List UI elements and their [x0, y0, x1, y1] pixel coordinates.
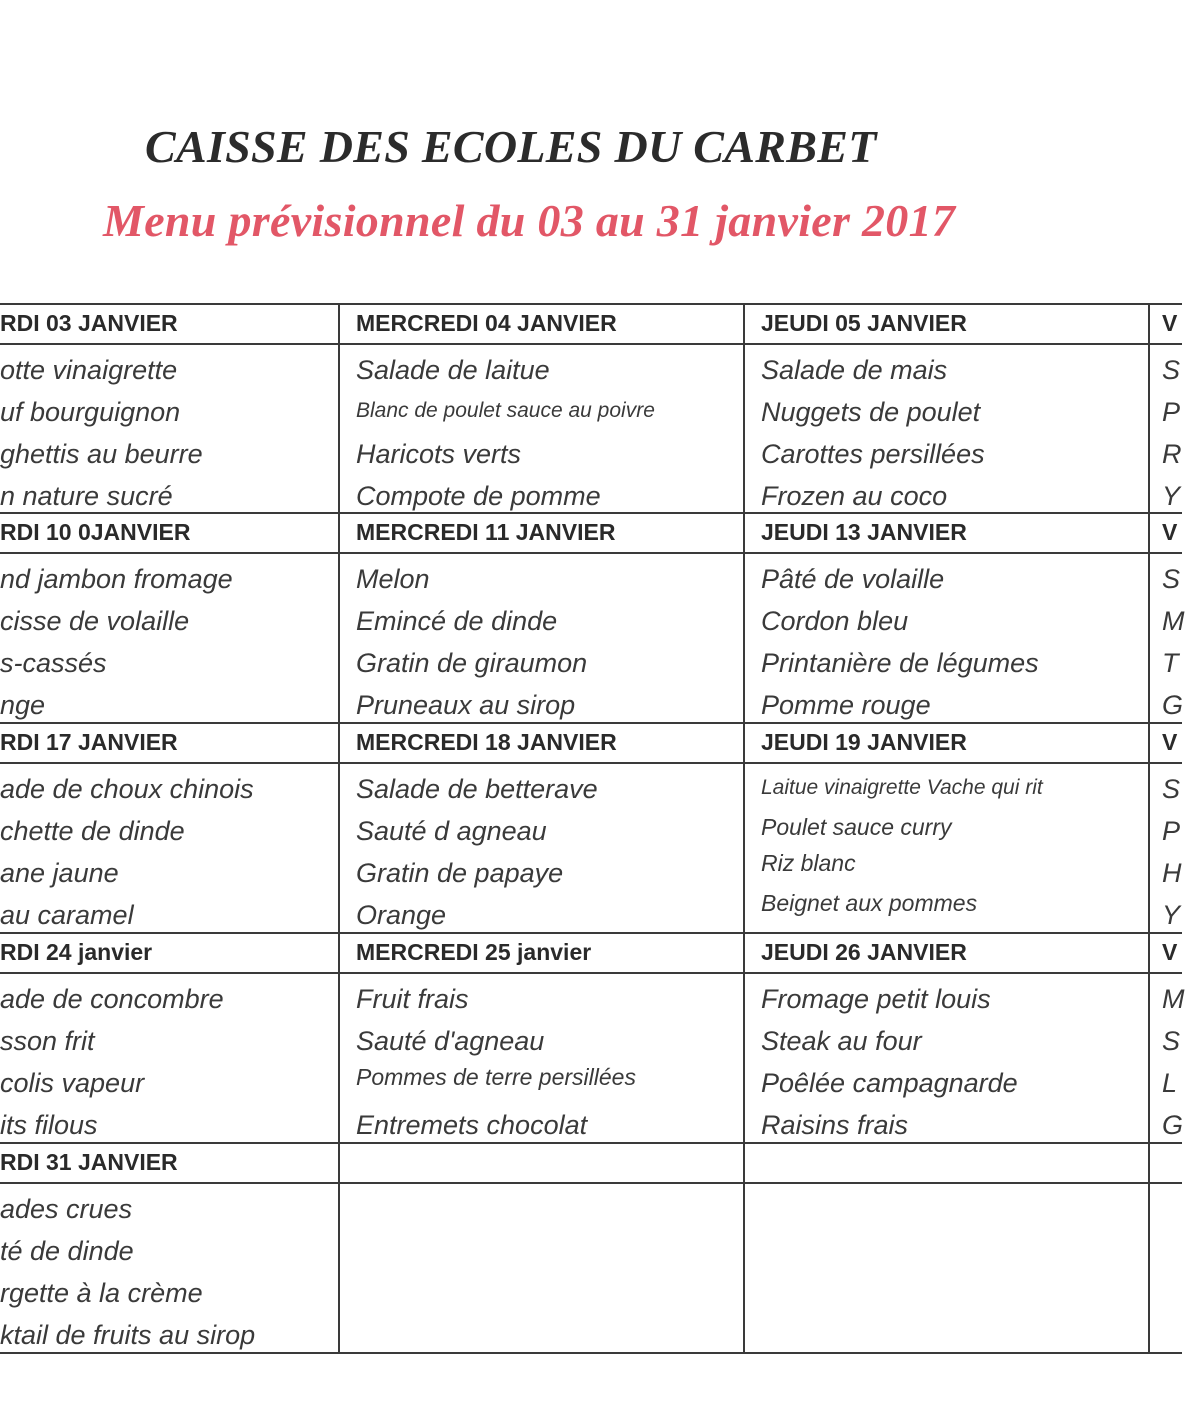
- header-divider: [0, 343, 1182, 345]
- menu-item: M: [1162, 984, 1185, 1014]
- menu-item: Entremets chocolat: [356, 1110, 588, 1140]
- column-divider: [338, 303, 340, 1354]
- menu-item: Compote de pomme: [356, 481, 601, 511]
- menu-item: Printanière de légumes: [761, 648, 1039, 678]
- row-divider: [0, 303, 1182, 305]
- menu-item: Orange: [356, 900, 447, 930]
- day-header: V: [1162, 939, 1178, 965]
- menu-item: n nature sucré: [0, 481, 173, 511]
- row-divider: [0, 1352, 1182, 1354]
- menu-item: rgette à la crème: [0, 1278, 203, 1308]
- menu-item: H: [1162, 858, 1182, 888]
- header-divider: [0, 552, 1182, 554]
- menu-item: ane jaune: [0, 858, 119, 888]
- menu-item: ades crues: [0, 1194, 133, 1224]
- menu-item: Emincé de dinde: [356, 606, 558, 636]
- row-divider: [0, 932, 1182, 934]
- menu-item: G: [1162, 1110, 1184, 1140]
- day-header: MERCREDI 04 JANVIER: [356, 310, 617, 336]
- menu-item: Pomme rouge: [761, 690, 931, 720]
- menu-item: otte vinaigrette: [0, 355, 178, 385]
- menu-item: Pommes de terre persillées: [356, 1064, 636, 1090]
- menu-item: S: [1162, 1026, 1181, 1056]
- menu-item: Blanc de poulet sauce au poivre: [356, 399, 655, 422]
- menu-item: ktail de fruits au sirop: [0, 1320, 256, 1350]
- column-divider: [1148, 303, 1150, 1354]
- menu-item: Riz blanc: [761, 850, 856, 876]
- menu-item: Gratin de giraumon: [356, 648, 588, 678]
- menu-item: Haricots verts: [356, 439, 522, 469]
- day-header: RDI 03 JANVIER: [0, 310, 178, 336]
- menu-item: S: [1162, 355, 1181, 385]
- menu-item: T: [1162, 648, 1179, 678]
- page-subtitle: Menu prévisionnel du 03 au 31 janvier 2017: [103, 195, 956, 246]
- menu-item: Gratin de papaye: [356, 858, 564, 888]
- menu-item: Frozen au coco: [761, 481, 948, 511]
- menu-item: nd jambon fromage: [0, 564, 233, 594]
- menu-item: Laitue vinaigrette Vache qui rit: [761, 776, 1043, 799]
- menu-item: chette de dinde: [0, 816, 185, 846]
- day-header: JEUDI 19 JANVIER: [761, 729, 967, 755]
- menu-item: ade de concombre: [0, 984, 224, 1014]
- menu-item: Fruit frais: [356, 984, 469, 1014]
- menu-item: nge: [0, 690, 46, 720]
- menu-item: s-cassés: [0, 648, 107, 678]
- column-divider: [743, 303, 745, 1354]
- menu-item: sson frit: [0, 1026, 95, 1056]
- row-divider: [0, 722, 1182, 724]
- day-header: V: [1162, 729, 1178, 755]
- menu-item: té de dinde: [0, 1236, 134, 1266]
- day-header: MERCREDI 18 JANVIER: [356, 729, 617, 755]
- day-header: RDI 31 JANVIER: [0, 1149, 178, 1175]
- row-divider: [0, 512, 1182, 514]
- menu-item: S: [1162, 564, 1181, 594]
- menu-item: Poêlée campagnarde: [761, 1068, 1018, 1098]
- menu-item: ghettis au beurre: [0, 439, 203, 469]
- menu-item: ade de choux chinois: [0, 774, 254, 804]
- menu-item: Carottes persillées: [761, 439, 985, 469]
- menu-item: Pâté de volaille: [761, 564, 945, 594]
- row-divider: [0, 1142, 1182, 1144]
- day-header: RDI 24 janvier: [0, 939, 153, 965]
- menu-item: G: [1162, 690, 1184, 720]
- menu-item: Sauté d'agneau: [356, 1026, 545, 1056]
- menu-item: Nuggets de poulet: [761, 397, 981, 427]
- menu-item: Fromage petit louis: [761, 984, 991, 1014]
- menu-item: Cordon bleu: [761, 606, 909, 636]
- day-header: MERCREDI 25 janvier: [356, 939, 592, 965]
- menu-item: Beignet aux pommes: [761, 890, 978, 916]
- menu-item: Steak au four: [761, 1026, 922, 1056]
- day-header: V: [1162, 519, 1178, 545]
- day-header: JEUDI 26 JANVIER: [761, 939, 967, 965]
- menu-item: cisse de volaille: [0, 606, 190, 636]
- day-header: V: [1162, 310, 1178, 336]
- menu-item: Salade de mais: [761, 355, 948, 385]
- menu-item: colis vapeur: [0, 1068, 145, 1098]
- menu-item: uf bourguignon: [0, 397, 181, 427]
- menu-item: R: [1162, 439, 1182, 469]
- page-title: CAISSE DES ECOLES DU CARBET: [145, 121, 877, 172]
- menu-item: Y: [1162, 481, 1181, 511]
- day-header: JEUDI 05 JANVIER: [761, 310, 967, 336]
- day-header: JEUDI 13 JANVIER: [761, 519, 967, 545]
- menu-item: Pruneaux au sirop: [356, 690, 576, 720]
- day-header: RDI 10 0JANVIER: [0, 519, 191, 545]
- menu-item: L: [1162, 1068, 1178, 1098]
- menu-item: Y: [1162, 900, 1181, 930]
- menu-item: Raisins frais: [761, 1110, 909, 1140]
- day-header: RDI 17 JANVIER: [0, 729, 178, 755]
- menu-item: Salade de laitue: [356, 355, 550, 385]
- header-divider: [0, 1182, 1182, 1184]
- menu-item: M: [1162, 606, 1185, 636]
- menu-item: S: [1162, 774, 1181, 804]
- menu-item: au caramel: [0, 900, 134, 930]
- header-divider: [0, 762, 1182, 764]
- menu-item: Salade de betterave: [356, 774, 598, 804]
- menu-item: P: [1162, 816, 1181, 846]
- menu-item: Melon: [356, 564, 430, 594]
- day-header: MERCREDI 11 JANVIER: [356, 519, 616, 545]
- menu-item: Sauté d agneau: [356, 816, 547, 846]
- menu-item: P: [1162, 397, 1181, 427]
- menu-item: Poulet sauce curry: [761, 814, 952, 840]
- menu-item: its filous: [0, 1110, 98, 1140]
- header-divider: [0, 972, 1182, 974]
